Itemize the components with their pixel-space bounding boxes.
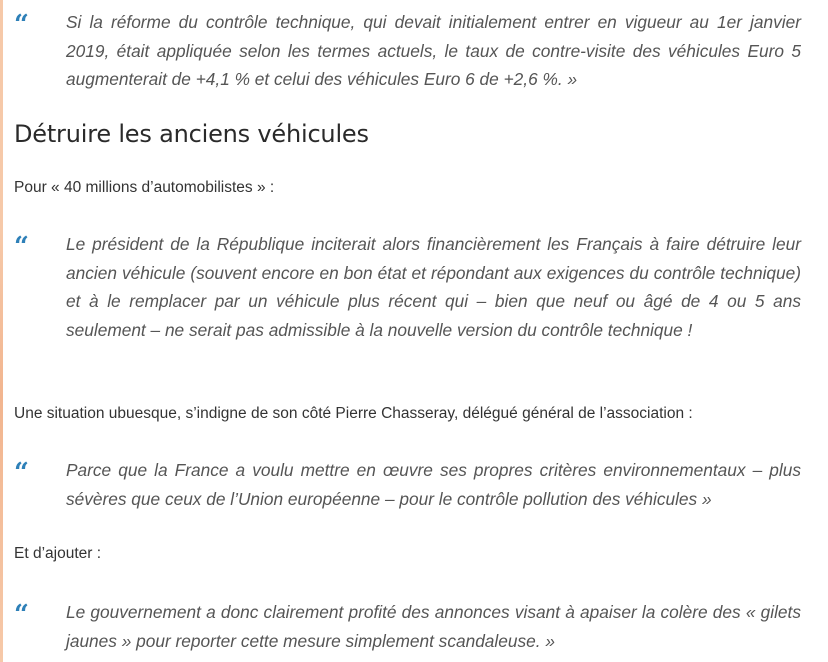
paragraph-add: Et d’ajouter :	[14, 545, 102, 562]
paragraph-situation: Une situation ubuesque, s’indigne de son côté Pierre Chasseray, délégué général de l’association :	[14, 405, 693, 422]
quote-text: Le gouvernement a donc clairement profité des annonces visant à apaiser la colère des « gilets jaunes » pour reporter cette mesure simplement scandaleuse. »	[66, 602, 801, 651]
quote-mark-icon: “	[14, 600, 27, 630]
section-heading: Détruire les anciens véhicules	[14, 120, 369, 148]
quote-mark-icon: “	[14, 232, 27, 262]
left-edge-accent	[0, 0, 3, 662]
paragraph-intro: Pour « 40 millions d’automobilistes » :	[14, 179, 275, 196]
quote-text: Parce que la France a voulu mettre en œuvre ses propres critères environnementaux – plus sévères que ceux de l’Union européenne – pour le contrôle pollution des véhicules »	[66, 460, 801, 509]
quote-text: Le président de la République inciterait alors financièrement les Français à faire détruire leur ancien véhicule (souvent encore en bon état et répondant aux exigences du contrôle technique) et à le remplacer par un véhicule plus récent qui – bien que neuf ou âgé de 4 ou 5 ans seulement – ne serait pas admissible à la nouvelle version du contrôle technique !	[66, 234, 801, 340]
quote-text: Si la réforme du contrôle technique, qui devait initialement entrer en vigueur au 1er janvier 2019, était appliquée selon les termes actuels, le taux de contre-visite des véhicules Euro 5 augmenterait de +4,1 % et celui des véhicules Euro 6 de +2,6 %. »	[66, 12, 801, 89]
quote-mark-icon: “	[14, 458, 27, 488]
quote-mark-icon: “	[14, 10, 27, 40]
